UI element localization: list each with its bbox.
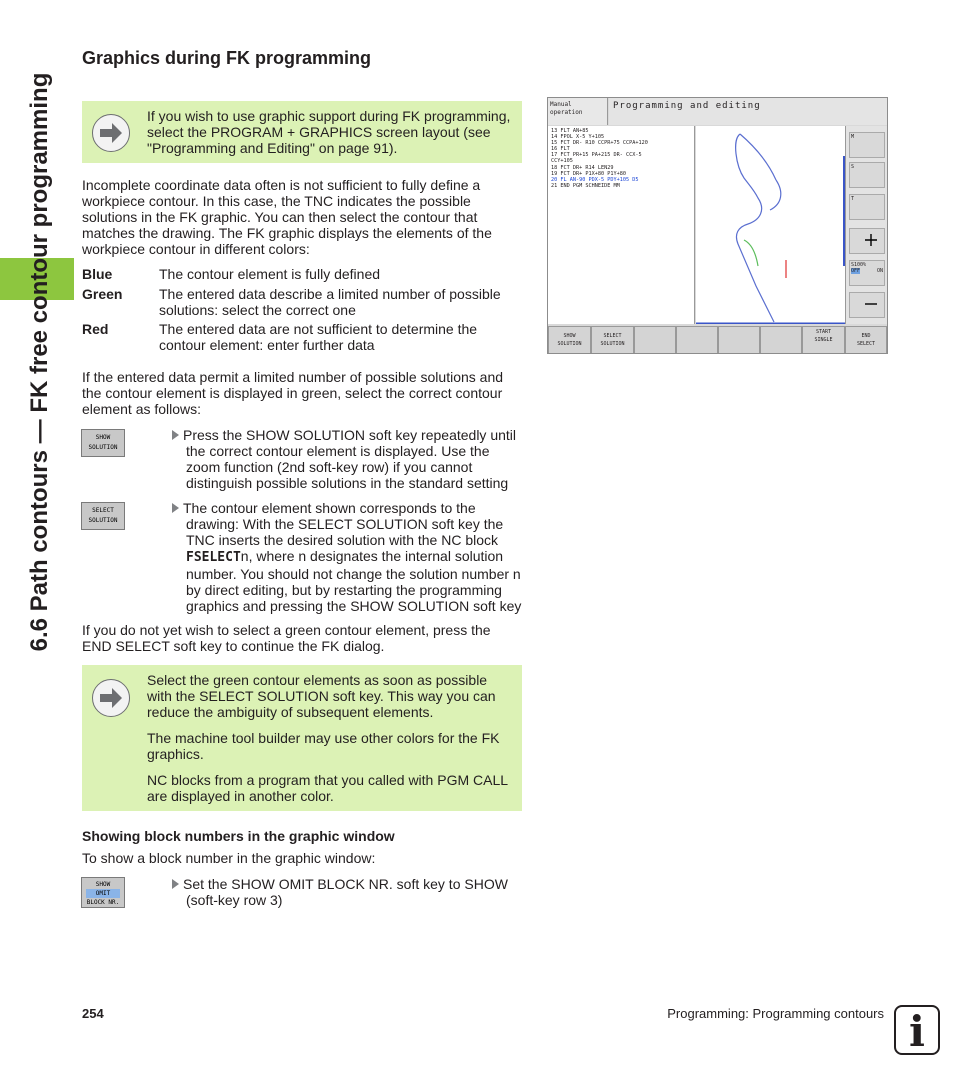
softkey-label-line3: BLOCK NR. xyxy=(86,899,120,906)
step-2-rest-b: n, where n designates the internal solution number. You should not change the solution number n by direct editing, but by restarting the programming graphics and pressing the SHOW SOLUTION soft key xyxy=(186,548,522,614)
screen-key-empty xyxy=(676,326,718,354)
key-l2: SOLUTION xyxy=(600,341,625,347)
step-1-rest: the correct contour element is displayed. Use the zoom function (2nd soft-key row) if you cannot distinguish possible solutions in the standard setting xyxy=(186,443,509,491)
arrow-right-icon xyxy=(92,679,130,717)
paragraph-end-select: If you do not yet wish to select a green contour element, press the END SELECT soft key to continue the FK dialog. xyxy=(82,622,491,654)
step-3-rest: (soft-key row 3) xyxy=(186,892,283,908)
program-listing xyxy=(548,126,695,324)
color-term-red: Red xyxy=(82,321,109,337)
fk-graphic-window xyxy=(696,126,845,324)
screen-key-start-single xyxy=(802,326,845,354)
spindle-override: S100% xyxy=(851,262,867,268)
step-show-omit xyxy=(172,876,524,908)
nc-line: 21 END PGM SCHNEIDE MM xyxy=(551,182,620,189)
nc-line: 19 FCT DR+ P1X+80 P1Y+80 xyxy=(551,170,626,177)
note-box-2 xyxy=(82,665,522,811)
step-select-solution xyxy=(172,500,524,614)
note-2-text xyxy=(147,672,512,814)
step-arrow-icon xyxy=(172,430,179,440)
nc-line: 16 FLT xyxy=(551,146,570,153)
step-show-solution xyxy=(172,427,524,491)
step-2-rest xyxy=(172,516,524,614)
screen-title: Programming and editing xyxy=(609,98,887,125)
off-label: OFF xyxy=(851,268,861,274)
show-omit-block-softkey xyxy=(81,877,125,908)
intro-paragraph: Incomplete coordinate data often is not sufficient to fully define a workpiece contour. In this case, the TNC indicates the possible solutions in the FK graphic. You can then select the contour that matches the drawing. The FK graphic displays the elements of the workpiece contour in different colors: xyxy=(82,177,492,257)
screen-side-panel xyxy=(845,126,888,324)
screen-key-empty xyxy=(760,326,802,354)
side-t: T xyxy=(849,194,885,220)
softkey-label-line2: OMIT xyxy=(86,889,120,898)
mode-line2: operation xyxy=(550,109,583,116)
side-s: S xyxy=(849,162,885,188)
color-desc-red: The entered data are not sufficient to determine the contour element: enter further data xyxy=(159,321,478,353)
note-2-p2: The machine tool builder may use other colors for the FK graphics. xyxy=(147,730,500,762)
chapter-side-title: 6.6 Path contours — FK free contour programming xyxy=(26,72,53,652)
screen-key-select-solution xyxy=(591,326,634,354)
nc-line: 15 FCT DR- R10 CCPR+75 CCPA+120 xyxy=(551,140,648,147)
softkey-label-line1: SHOW xyxy=(95,881,111,888)
softkey-label-line1: SELECT xyxy=(92,507,114,514)
mode-line1: Manual xyxy=(550,101,572,108)
nc-line: 17 FCT PR+15 PA+215 DR- CCX-5 xyxy=(551,152,642,159)
mode-label xyxy=(548,98,608,125)
screen-key-show-solution xyxy=(548,326,591,354)
show-solution-softkey xyxy=(81,429,125,457)
screen-key-empty xyxy=(718,326,760,354)
note-2-p1: Select the green contour elements as soon as possible with the SELECT SOLUTION soft key. This way you can reduce the ambiguity of subsequent elements. xyxy=(147,672,496,720)
side-m: M xyxy=(849,132,885,158)
side-plus-icon xyxy=(849,228,885,254)
sub-intro: To show a block number in the graphic window: xyxy=(82,850,376,866)
paragraph-solutions: If the entered data permit a limited number of possible solutions and the contour element is displayed in green, select the correct contour element as follows: xyxy=(82,369,504,417)
softkey-label-line2: SOLUTION xyxy=(88,444,118,451)
nc-line: 14 FPOL X-5 Y+105 xyxy=(551,134,605,141)
on-label: ON xyxy=(876,268,883,274)
side-minus-icon xyxy=(849,292,885,318)
key-l2: SOLUTION xyxy=(557,341,582,347)
key-l2: SELECT xyxy=(856,341,876,347)
select-solution-softkey xyxy=(81,502,125,530)
tnc-screenshot xyxy=(547,97,888,354)
note-box-1 xyxy=(82,101,522,163)
note-1-text: If you wish to use graphic support during FK programming, select the PROGRAM + GRAPHICS screen layout (see "Programming and Editing" on page 91). xyxy=(147,108,511,156)
subheading-block-numbers: Showing block numbers in the graphic window xyxy=(82,828,395,844)
key-l1: SHOW xyxy=(563,333,576,339)
key-l2: SINGLE xyxy=(814,337,833,343)
color-desc-blue: The contour element is fully defined xyxy=(159,266,381,282)
step-1-first-line: Press the SHOW SOLUTION soft key repeatedly until xyxy=(183,427,517,443)
fselect-code: FSELECT xyxy=(186,550,241,565)
key-l1: SELECT xyxy=(603,333,622,339)
nc-line: 13 FLT AN+85 xyxy=(551,128,589,134)
screen-key-end-select xyxy=(845,326,887,354)
screen-softkey-row xyxy=(548,326,887,354)
info-icon: i xyxy=(894,1005,940,1055)
note-2-p3: NC blocks from a program that you called with PGM CALL are displayed in another color. xyxy=(147,772,508,804)
color-desc-green: The entered data describe a limited number of possible solutions: select the correct one xyxy=(159,286,501,318)
step-arrow-icon xyxy=(172,503,179,513)
footer-chapter: Programming: Programming contours xyxy=(667,1006,884,1021)
nc-line: CCY+105 xyxy=(551,158,573,165)
side-spindle xyxy=(849,260,885,286)
page-title: Graphics during FK programming xyxy=(82,48,372,68)
color-term-blue: Blue xyxy=(82,266,113,282)
step-2-rest-a: drawing: With the SELECT SOLUTION soft key the TNC inserts the desired solution with the NC block xyxy=(186,516,504,548)
page-number: 254 xyxy=(82,1006,104,1021)
nc-line-active: 20 FL AN-90 PDX-5 PDY+105 D5 xyxy=(551,176,639,183)
key-l1: END xyxy=(861,333,871,339)
nc-line: 18 FCT DR+ R14 LEN29 xyxy=(551,164,614,171)
key-l1: START xyxy=(815,329,832,335)
step-2-first-line: The contour element shown corresponds to the xyxy=(183,500,476,516)
step-3-first-line: Set the SHOW OMIT BLOCK NR. soft key to SHOW xyxy=(183,876,508,892)
softkey-label-line2: SOLUTION xyxy=(88,517,118,524)
step-arrow-icon xyxy=(172,879,179,889)
arrow-right-icon xyxy=(92,114,130,152)
softkey-label-line1: SHOW xyxy=(95,434,111,441)
color-term-green: Green xyxy=(82,286,123,302)
screen-key-empty xyxy=(634,326,676,354)
